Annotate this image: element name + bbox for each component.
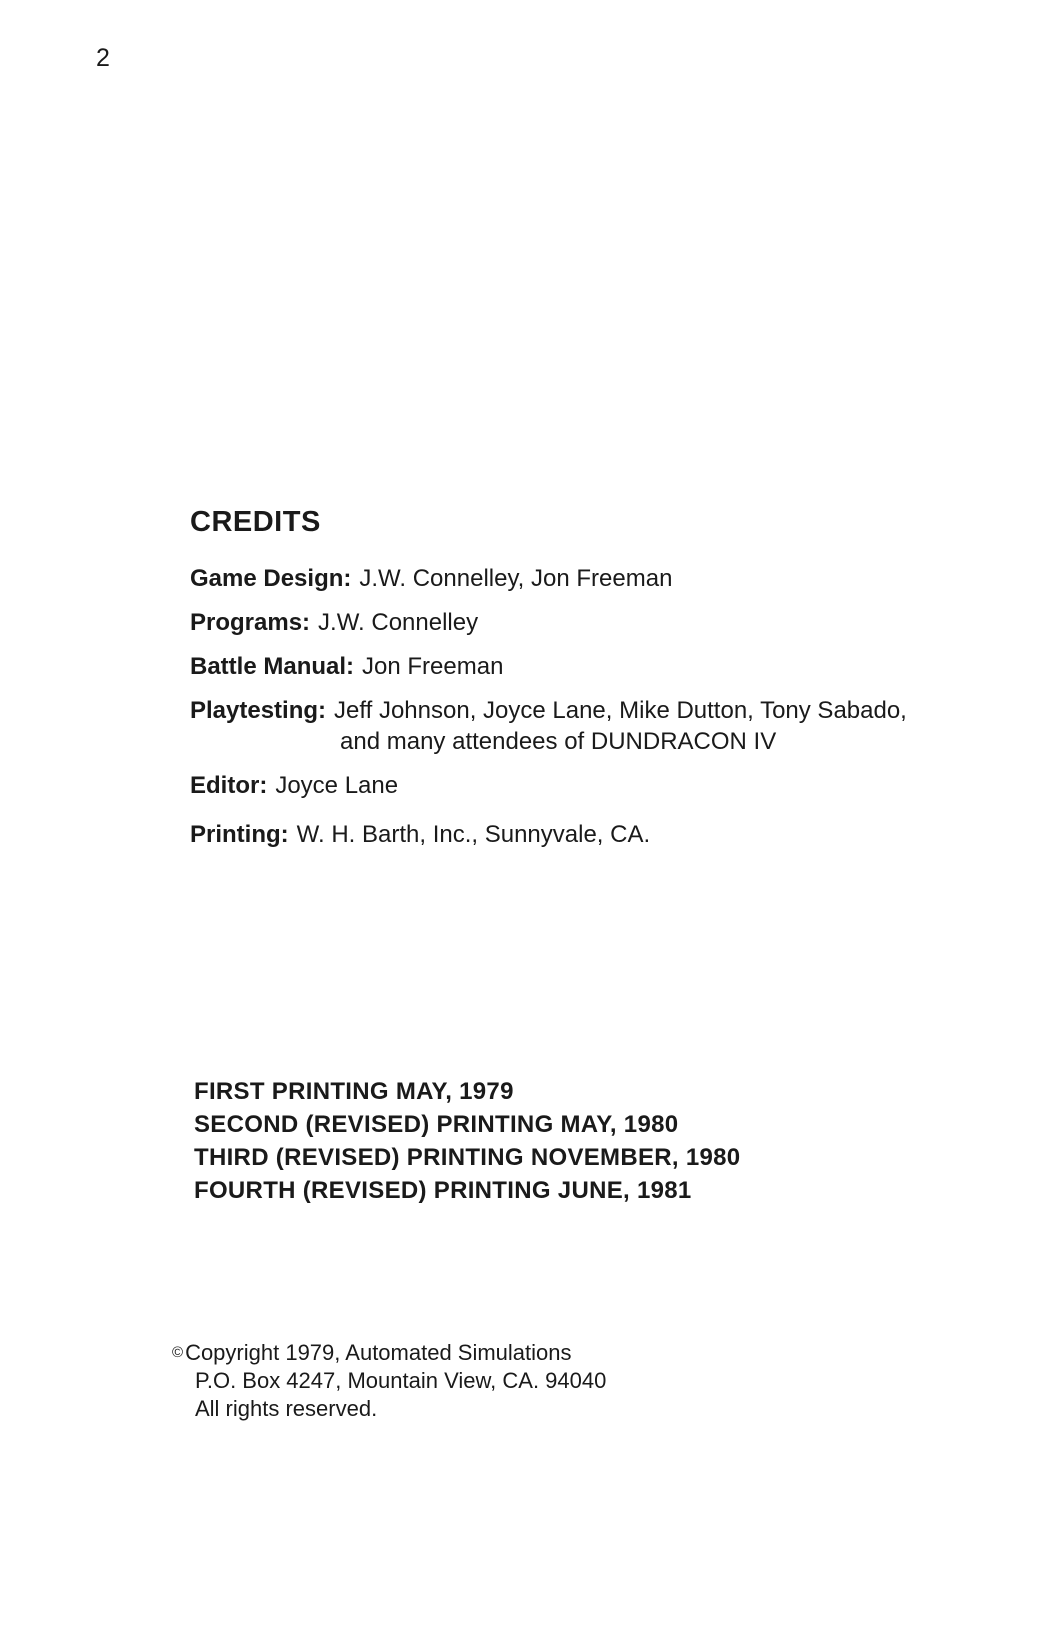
credit-value: J.W. Connelley, Jon Freeman bbox=[359, 565, 673, 592]
credit-label: Printing: bbox=[190, 821, 289, 848]
credit-playtesting bbox=[190, 695, 1010, 757]
printing-line: FIRST PRINTING MAY, 1979 bbox=[194, 1078, 514, 1105]
printing-line: FOURTH (REVISED) PRINTING JUNE, 1981 bbox=[194, 1177, 692, 1204]
credit-value: Jon Freeman bbox=[362, 653, 504, 680]
printing-history bbox=[194, 1075, 740, 1207]
credit-value: Joyce Lane bbox=[275, 772, 399, 799]
credit-value: J.W. Connelley bbox=[318, 609, 479, 636]
copyright-address: P.O. Box 4247, Mountain View, CA. 94040 bbox=[195, 1368, 607, 1393]
credits-section bbox=[190, 506, 1010, 863]
credit-editor bbox=[190, 770, 1010, 801]
credit-value: W. H. Barth, Inc., Sunnyvale, CA. bbox=[296, 821, 651, 848]
credit-battle-manual bbox=[190, 651, 1010, 682]
printing-line: SECOND (REVISED) PRINTING MAY, 1980 bbox=[194, 1111, 679, 1138]
credit-programs bbox=[190, 607, 1010, 638]
credit-label: Playtesting: bbox=[190, 697, 327, 724]
copyright-text: Copyright 1979, Automated Simulations bbox=[185, 1340, 572, 1365]
credits-heading: CREDITS bbox=[190, 506, 321, 538]
credit-game-design bbox=[190, 563, 1010, 594]
copyright-icon: © bbox=[172, 1344, 184, 1361]
credit-label: Programs: bbox=[190, 609, 311, 636]
credit-value bbox=[334, 695, 907, 757]
credit-label: Game Design: bbox=[190, 565, 352, 592]
credit-label: Battle Manual: bbox=[190, 653, 355, 680]
page-number: 2 bbox=[96, 44, 110, 72]
credit-value-line: Jeff Johnson, Joyce Lane, Mike Dutton, Tony Sabado, bbox=[334, 697, 907, 724]
credit-label: Editor: bbox=[190, 772, 268, 799]
credit-value-line: and many attendees of DUNDRACON IV bbox=[340, 728, 777, 755]
copyright-rights: All rights reserved. bbox=[195, 1396, 378, 1421]
printing-line: THIRD (REVISED) PRINTING NOVEMBER, 1980 bbox=[194, 1144, 741, 1171]
copyright-line bbox=[172, 1339, 606, 1367]
copyright-notice bbox=[172, 1339, 606, 1423]
credit-printing bbox=[190, 819, 1010, 850]
